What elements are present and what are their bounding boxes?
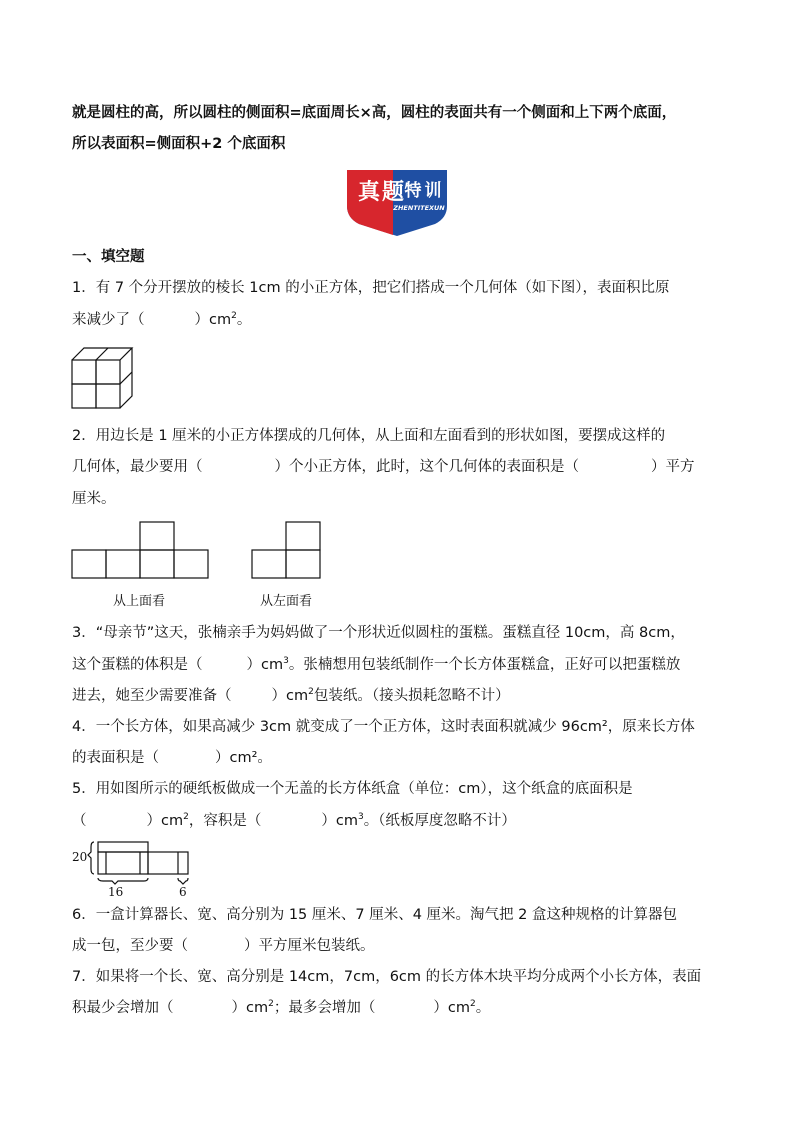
logo-char-1: 真 (357, 180, 381, 205)
logo-char-3: 特 (404, 181, 422, 201)
q5-line-2: （ ）$cm^2$，容积是（ ）$cm^3$。（纸板厚度忽略不计） (72, 812, 516, 829)
section-title: 一、填空题 (72, 249, 145, 265)
q5-dim-20: 20 (72, 850, 88, 864)
q5-dim-16: 16 (108, 885, 124, 899)
q2-top-view (72, 520, 212, 580)
q5-line-1: 5．用如图所示的硬纸板做成一个无盖的长方体纸盒（单位：cm），这个纸盒的底面积是 (72, 781, 633, 797)
q4-line-2: 的表面积是（ ）cm²。 (72, 750, 272, 766)
q2-label-left-view: 从左面看 (260, 594, 313, 609)
q5-box-net-figure (72, 838, 202, 898)
q3-line-1: 3．“母亲节”这天，张楠亲手为妈妈做了一个形状近似圆柱的蛋糕。蛋糕直径 10cm，高 8cm， (72, 625, 685, 641)
logo-char-4: 训 (424, 181, 442, 201)
q6-line-1: 6．一盒计算器长、宽、高分别为 15 厘米、7 厘米、4 厘米。淘气把 2 盒这种规格的计算器包 (72, 907, 678, 923)
q5-dim-6: 6 (179, 885, 187, 899)
q3-line-3: 进去，她至少需要准备（ ）$cm^2$包装纸。（接头损耗忽略不计） (72, 687, 510, 704)
q2-left-view (252, 520, 324, 580)
q6-line-2: 成一包，至少要（ ）平方厘米包装纸。 (72, 938, 375, 954)
q1-line-2: 来减少了（ ）$cm^2$。 (72, 311, 252, 328)
logo-banner (343, 166, 451, 238)
q2-line-3: 厘米。 (72, 491, 116, 507)
q2-label-top-view: 从上面看 (113, 594, 166, 609)
logo-char-2: 题 (381, 180, 405, 205)
q1-cube-figure (72, 342, 142, 412)
q4-line-1: 4．一个长方体，如果高减少 3cm 就变成了一个正方体，这时表面积就减少 96cm²，原来长方体 (72, 719, 695, 735)
intro-line-2: 所以表面积=侧面积+2 个底面积 (72, 136, 286, 152)
logo-subtext: ZHENTITEXUN (393, 204, 445, 212)
intro-line-1: 就是圆柱的高，所以圆柱的侧面积=底面周长×高，圆柱的表面共有一个侧面和上下两个底面， (72, 105, 677, 121)
q7-line-1: 7．如果将一个长、宽、高分别是 14cm，7cm，6cm 的长方体木块平均分成两个小长方体，表面 (72, 969, 702, 985)
q7-line-2: 积最少会增加（ ）$cm^2$；最多会增加（ ）$cm^2$。 (72, 999, 491, 1016)
q2-line-2: 几何体，最少要用（ ）个小正方体，此时，这个几何体的表面积是（ ）平方 (72, 459, 695, 475)
q3-line-2: 这个蛋糕的体积是（ ）$cm^3$。张楠想用包装纸制作一个长方体蛋糕盒，正好可以把蛋糕放 (72, 656, 681, 673)
q2-line-1: 2．用边长是 1 厘米的小正方体摆成的几何体，从上面和左面看到的形状如图，要摆成这样的 (72, 428, 666, 444)
q1-line-1: 1．有 7 个分开摆放的棱长 1cm 的小正方体，把它们搭成一个几何体（如下图），表面积比原 (72, 280, 670, 296)
